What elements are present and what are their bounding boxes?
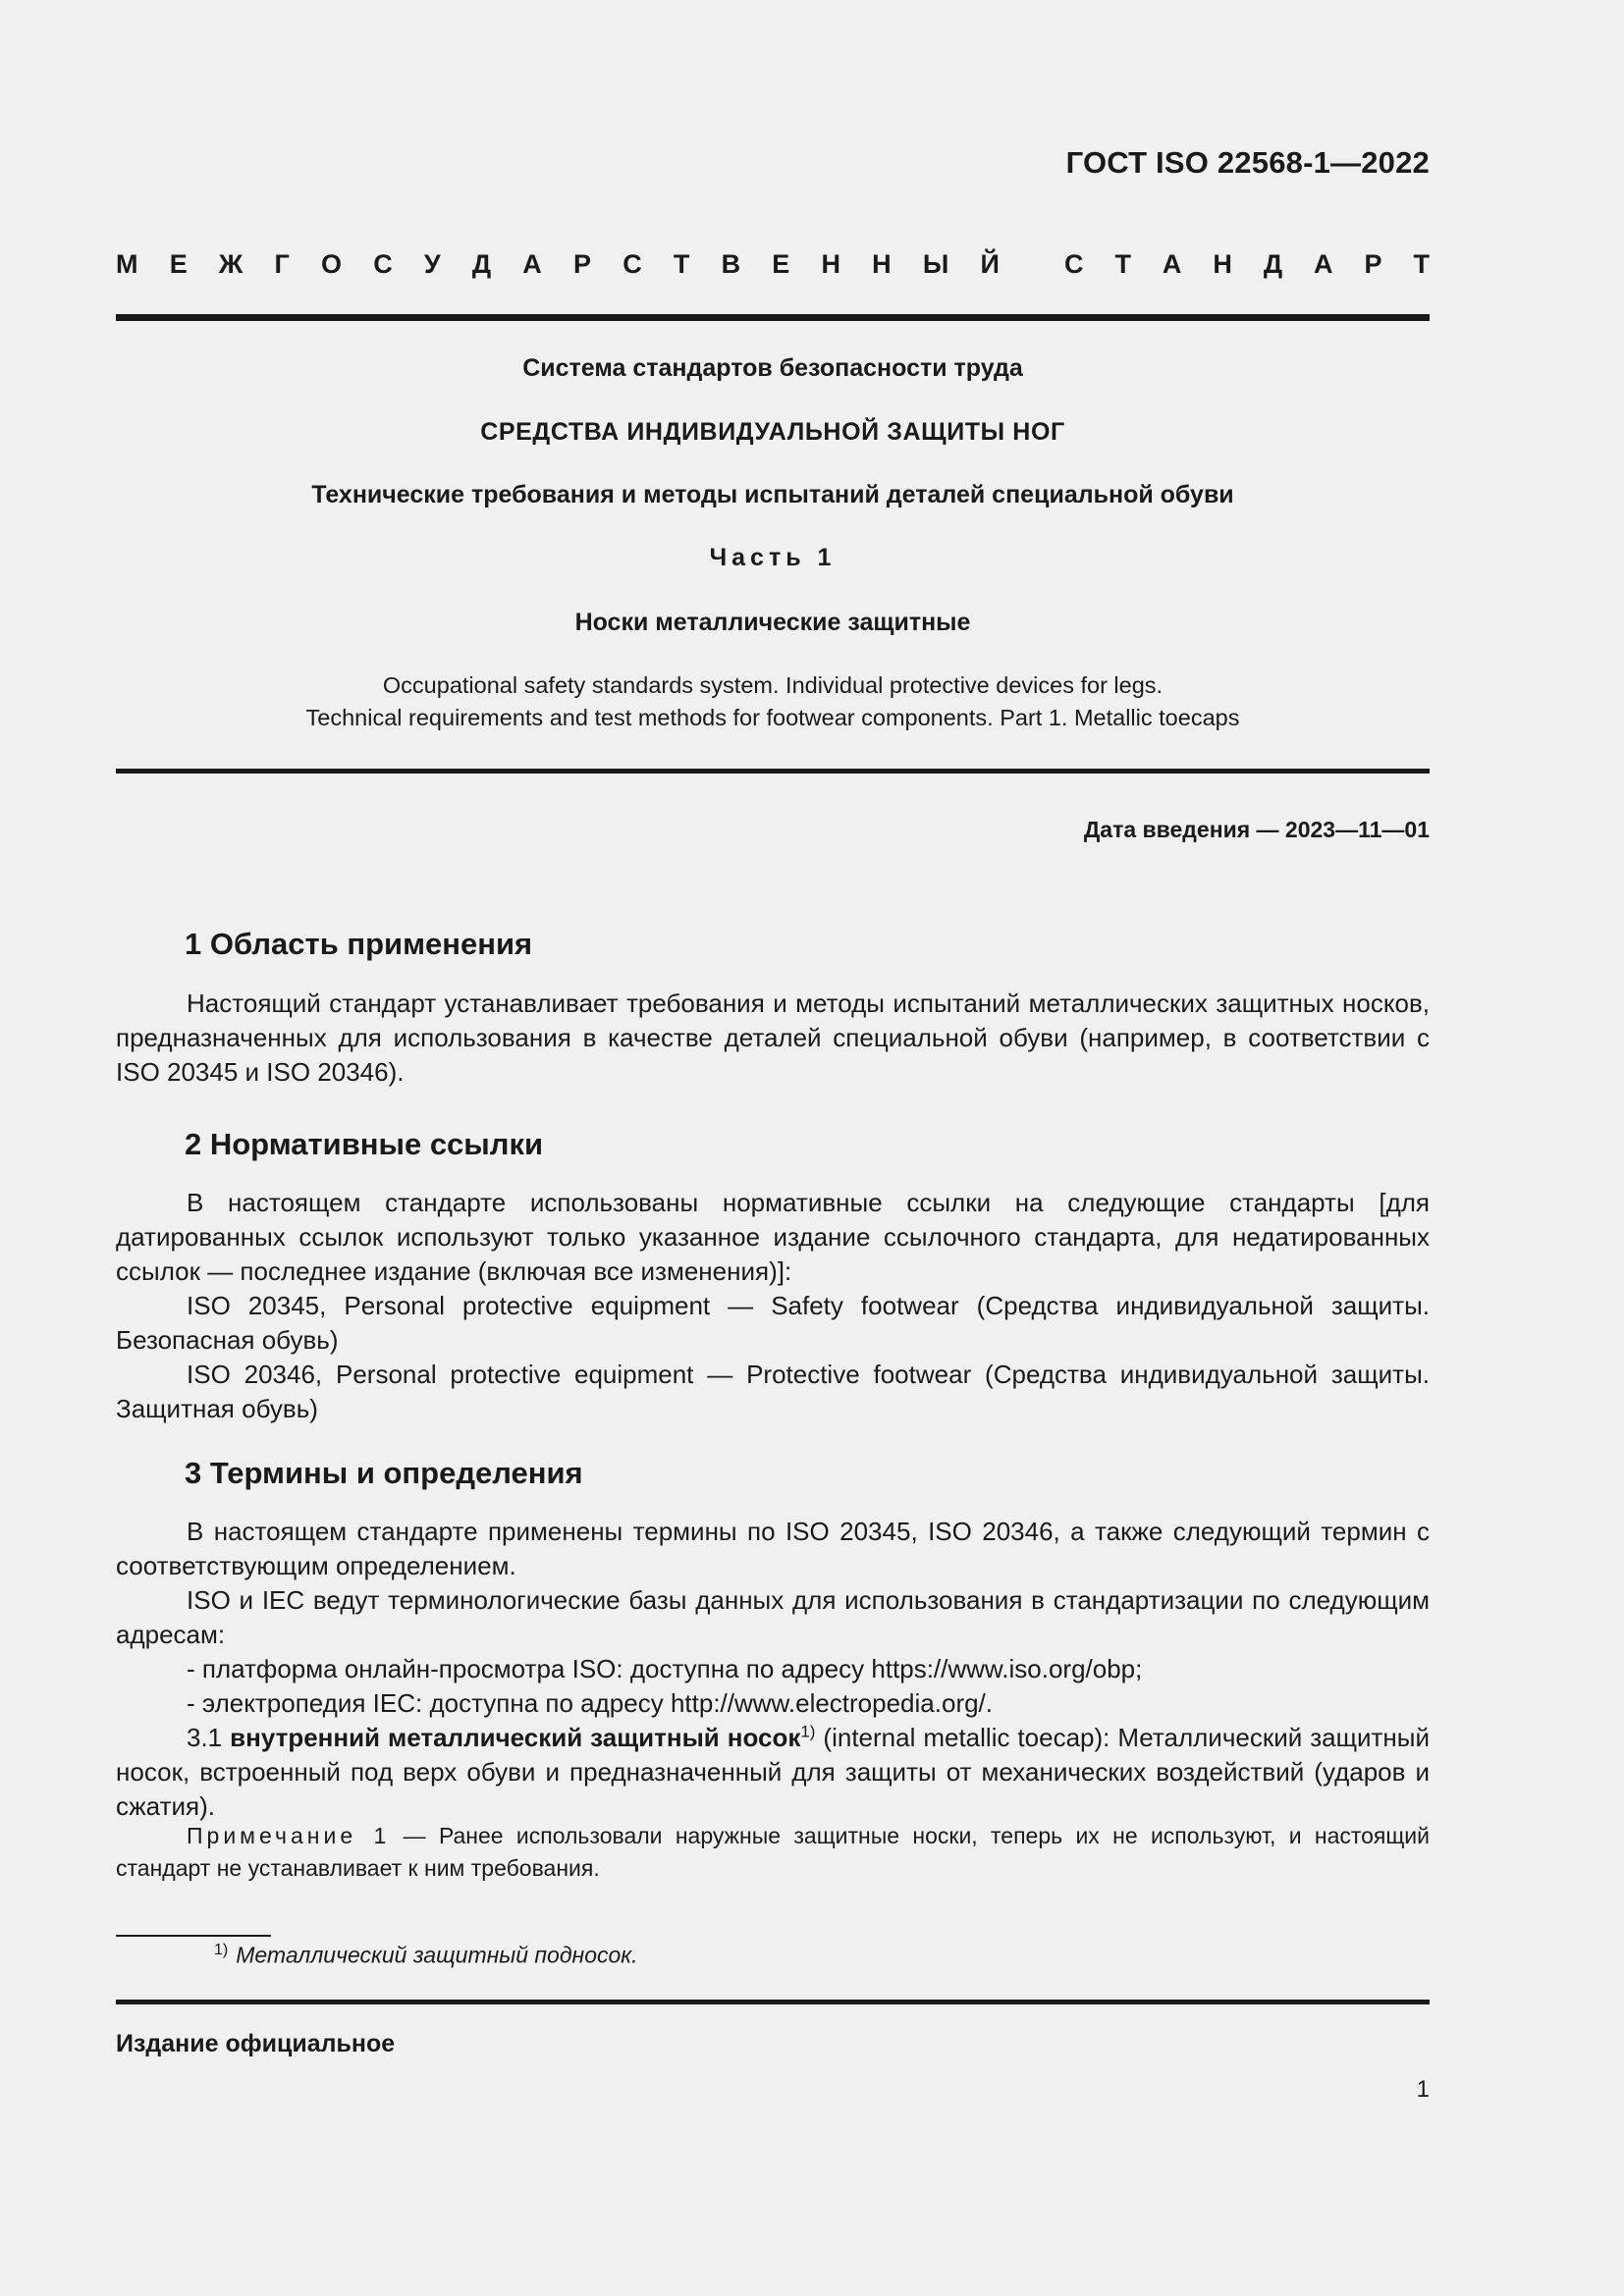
section-1-heading: 1 Область применения [185,927,533,961]
part-number: Часть 1 [709,544,837,571]
banner-letter: Ы [922,249,949,279]
list-item-iso-obp: - платформа онлайн-просмотра ISO: доступна по адресу https://www.iso.org/obp; [187,1654,1143,1683]
footnote [214,1942,638,1969]
banner-letter: А [522,249,542,279]
banner-letter: Д [471,249,492,279]
banner-letter: Н [821,249,840,279]
banner-letter: Ж [218,249,244,279]
banner-letter: С [373,249,393,279]
section-3-para-1: В настоящем стандарте применены термины по ISO 20345, ISO 20346, а также следующий термин с соответствующим определением. [116,1517,1430,1580]
footnote-text: Металлический защитный подносок. [236,1942,638,1968]
term-name: внутренний металлический защитный носок [230,1723,801,1752]
standard-code: ГОСТ ISO 22568-1—2022 [1065,145,1430,180]
section-3-body [116,1515,1430,1824]
system-title: Система стандартов безопасности труда [522,354,1023,382]
section-2-body [116,1186,1430,1426]
banner-letter: А [1314,249,1333,279]
top-rule [116,314,1430,321]
main-title: СРЕДСТВА ИНДИВИДУАЛЬНОЙ ЗАЩИТЫ НОГ [480,418,1065,446]
part-title: Носки металлические защитные [574,609,971,636]
section-2-heading: 2 Нормативные ссылки [185,1127,544,1161]
footnote-rule [116,1935,271,1937]
term-3-1 [116,1721,1430,1824]
banner-letter: Т [1413,249,1430,279]
banner-letter: Т [1114,249,1131,279]
banner-letter: Й [980,249,1000,279]
document-page [116,0,1430,2296]
subtitle: Технические требования и методы испытаний деталей специальной обуви [311,481,1234,508]
english-title [116,669,1430,734]
banner-letter: М [116,249,138,279]
english-title-line-1: Occupational safety standards system. Individual protective devices for legs. [382,672,1164,698]
term-number: 3.1 [187,1723,231,1752]
banner-letter: Г [274,249,290,279]
footer-rule [116,2000,1430,2004]
banner-letter: Е [169,249,188,279]
banner-letter: А [1162,249,1182,279]
term-definition: (internal metallic toecap): Металлический защитный носок, встроенный под верх обуви и предназначенный для защиты от механических воздействий (ударов и сжатия). [116,1723,1431,1821]
title-bottom-rule [116,769,1430,774]
section-3-heading: 3 Термины и определения [185,1456,583,1490]
banner-letter: О [320,249,342,279]
english-title-line-2: Technical requirements and test methods for footwear components. Part 1. Metallic toecaps [305,705,1240,730]
interstate-standard-banner [116,249,1430,280]
term-footnote-mark: 1) [800,1722,816,1741]
note-label: Примечание 1 [187,1823,391,1848]
banner-letter: Т [673,249,690,279]
footnote-mark: 1) [214,1942,229,1958]
banner-letter: В [721,249,741,279]
page-number: 1 [1416,2076,1430,2103]
banner-letter: Р [1364,249,1382,279]
banner-letter: Р [572,249,591,279]
banner-letter: Н [872,249,892,279]
banner-letter: С [623,249,642,279]
banner-letter: С [1064,249,1084,279]
section-3-para-2: ISO и IEC ведут терминологические базы данных для использования в стандартизации по следующим адресам: [116,1585,1430,1649]
banner-word-interstate [116,249,1000,280]
note-text: — Ранее использовали наружные защитные носки, теперь их не используют, и настоящий стандарт не устанавливает к ним требования. [116,1823,1431,1881]
banner-word-standard [1064,249,1430,280]
official-edition-label: Издание официальное [116,2030,396,2057]
banner-letter: Е [772,249,790,279]
banner-letter: Н [1213,249,1232,279]
section-2-intro: В настоящем стандарте использованы нормативные ссылки на следующие стандарты [для датированных ссылок используют только указанное издание ссылочного стандарта, для недатированных ссылок — последнее издание (включая все изменения)]: [116,1188,1430,1286]
section-1-text: Настоящий стандарт устанавливает требования и методы испытаний металлических защитных носков, предназначенных для использования в качестве деталей специальной обуви (например, в соответствии с ISO 20345 и ISO 20346). [116,988,1430,1087]
note-1 [116,1820,1430,1885]
reference-iso-20346: ISO 20346, Personal protective equipment — Protective footwear (Средства индивидуальной защиты. Защитная обувь) [116,1360,1430,1423]
list-item-electropedia: - электропедия IEC: доступна по адресу http://www.electropedia.org/. [187,1688,994,1718]
banner-letter: Д [1263,249,1283,279]
introduction-date: Дата введения — 2023—11—01 [1083,817,1430,842]
reference-iso-20345: ISO 20345, Personal protective equipment — Safety footwear (Средства индивидуальной защиты. Безопасная обувь) [116,1291,1430,1355]
banner-letter: У [423,249,441,279]
